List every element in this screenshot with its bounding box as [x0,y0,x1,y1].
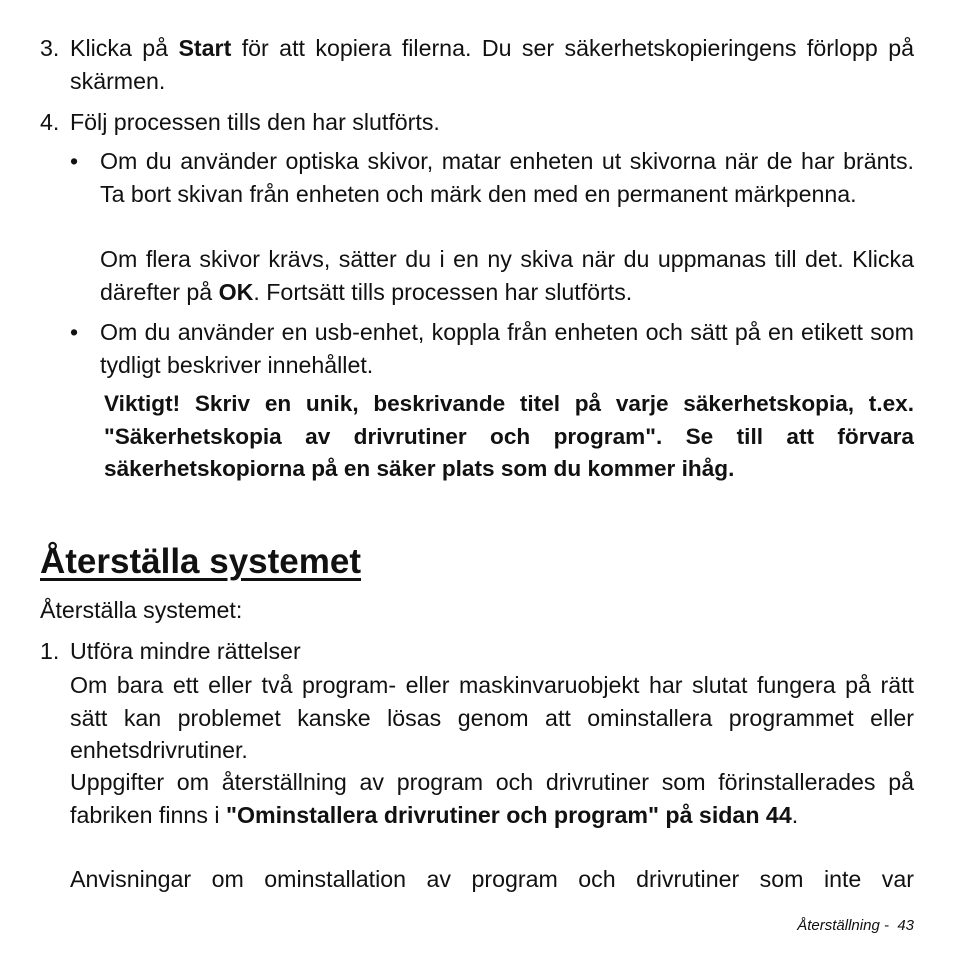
section-heading: Återställa systemet [40,542,361,581]
bullet-1-para-1: Om du använder optiska skivor, matar enheten ut skivorna när de har bränts. Ta bort skivan från enheten och märk den med en permanent märkpenna. [100,148,914,207]
step-3-pre: Klicka på [70,35,179,61]
bullet-1-para-2-pre: Om flera skivor krävs, sätter du i en ny skiva när du uppmanas till det. Klicka därefter på [100,246,914,305]
bullet-2-marker: • [70,319,79,345]
step-3-post: för att kopiera filerna. Du ser säkerhetskopieringens förlopp på skärmen. [70,35,914,94]
page-footer [797,916,914,936]
bullet-1-para-2-post: . Fortsätt tills processen har slutförts. [253,278,633,305]
bullet-2-para-1: Om du använder en usb-enhet, koppla från enheten och sätt på en etikett som tydligt beskriver innehållet. [100,319,914,378]
step-1-para-1: Om bara ett eller två program- eller maskinvaruobjekt har slutat fungera på rätt sätt kan problemet kanske lösas genom att ominstallera programmet eller enhetsdrivrutiner. [70,672,914,763]
step-1-para-2-link: "Ominstallera drivrutiner och program" på sidan 44 [225,801,792,828]
page-number: 43 [897,917,914,934]
bullet-1-para-2 [100,243,914,308]
step-1-para-2 [70,766,914,831]
step-3-bold: Start [178,35,232,61]
important-note: Viktigt! Skriv en unik, beskrivande titel på varje säkerhetskopia, t.ex. "Säkerhetskopia av drivrutiner och program". Se till att förvara säkerhetskopiorna på en säker plats som du kommer ihåg. [104,391,914,481]
section-intro: Återställa systemet: [40,597,243,623]
step-1-para-2-pre: Uppgifter om återställning av program och drivrutiner som förinstallerades på fabriken finns i [70,769,914,828]
step-1-para-2-post: . [791,801,799,828]
step-1-para-3: Anvisningar om ominstallation av program och drivrutiner som inte var [70,866,914,892]
bullet-1-marker: • [70,148,79,174]
step-1-number: 1. [40,638,60,664]
footer-section-label: Återställning - [797,917,889,934]
step-3-number: 3. [40,35,60,61]
step-4-text: Följ processen tills den har slutförts. [70,109,440,135]
step-4-number: 4. [40,109,60,135]
bullet-1-para-2-bold: OK [218,278,254,305]
step-3-text [70,32,914,97]
step-1-title: Utföra mindre rättelser [70,638,301,664]
